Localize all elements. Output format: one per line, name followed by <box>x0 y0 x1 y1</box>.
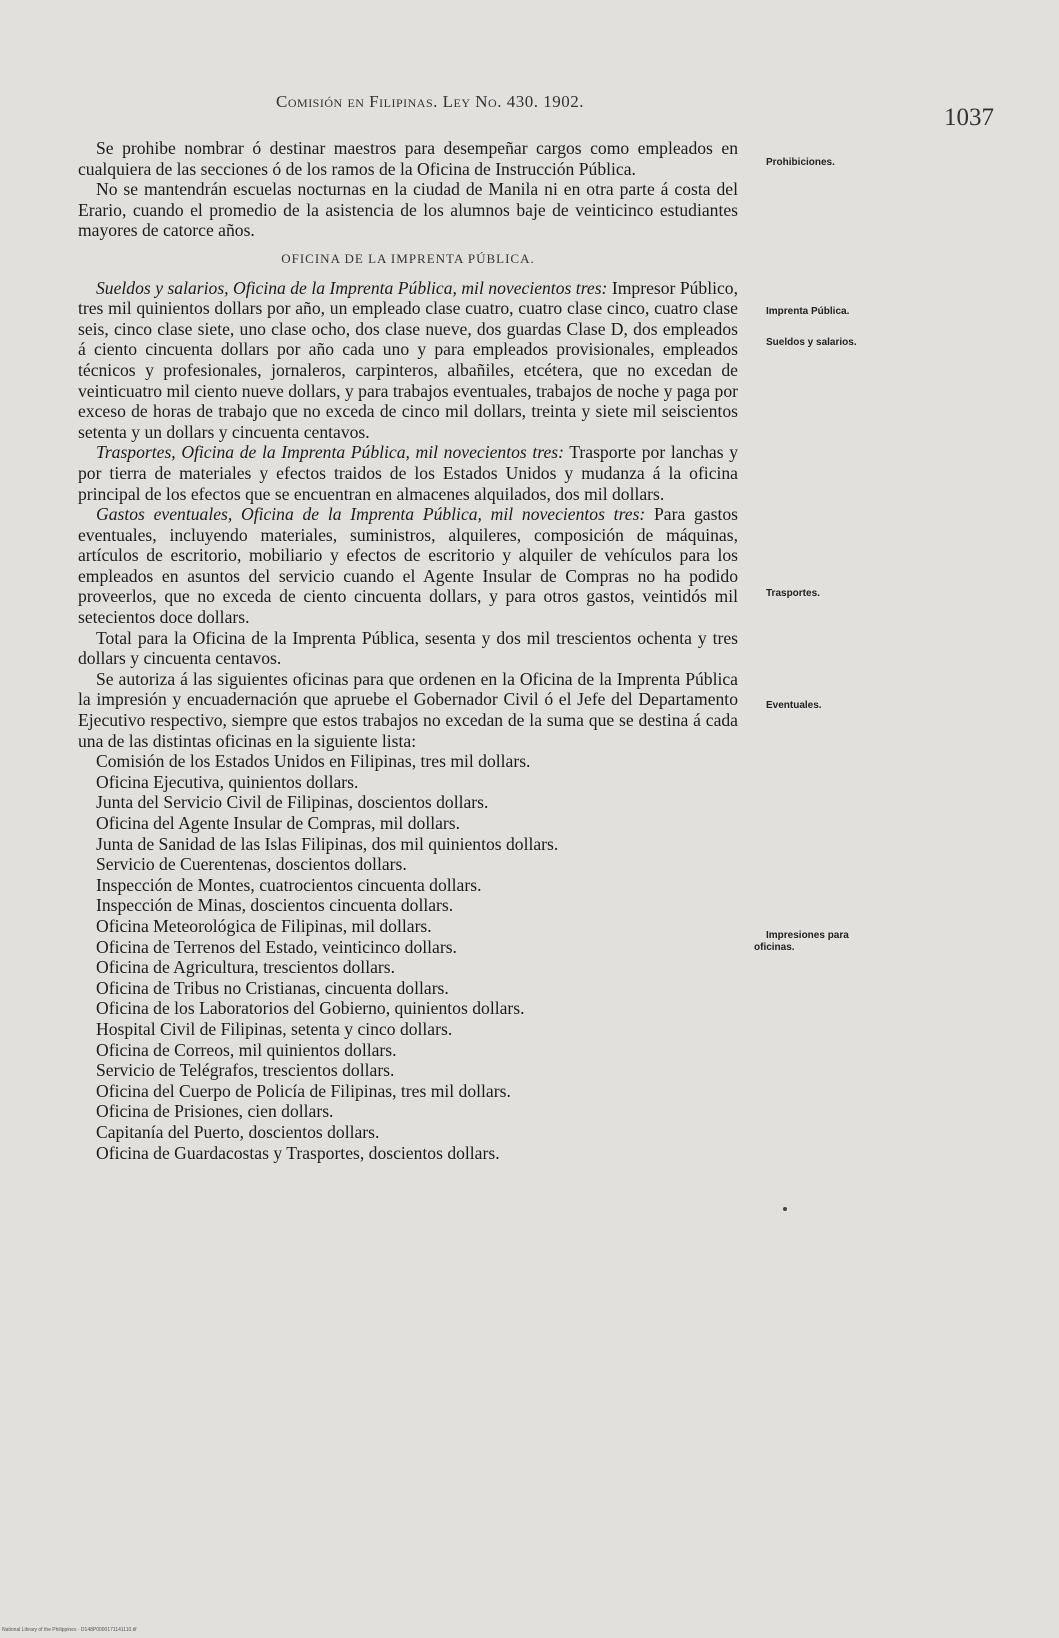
list-item: Oficina de Correos, mil quinientos dollars. <box>96 1039 397 1060</box>
list-item: Oficina de Terrenos del Estado, veinticinco dollars. <box>96 936 457 957</box>
list-item: Junta de Sanidad de las Islas Filipinas, dos mil quinientos dollars. <box>96 833 559 854</box>
list-item: Oficina de Prisiones, cien dollars. <box>96 1101 334 1122</box>
contingent-text: Para gastos eventuales, incluyendo materiales, suministros, alquileres, composición de máquinas, artículos de escritorio, mobiliario y efectos de escritorio y alquiler de vehículos para los empleados en asuntos del servicio cuando el Agente Insular de Compras no ha podido proveerlos, que no exceda de ciento cincuenta dollars, y para otros gastos, veintidós mil setecientos doce dollars. <box>78 504 738 628</box>
transport-heading: Trasportes, Oficina de la Imprenta Pública, mil novecientos tres: <box>96 442 564 463</box>
list-item: Inspección de Montes, cuatrocientos cincuenta dollars. <box>96 874 482 895</box>
paragraph-total: Total para la Oficina de la Imprenta Pública, sesenta y dos mil trescientos ochenta y tres dollars y cincuenta centavos. <box>78 627 738 669</box>
list-item: Oficina de los Laboratorios del Gobierno, quinientos dollars. <box>96 998 525 1019</box>
scan-footer: National Library of the Philippines · D148P0000171141110.tif <box>2 1627 137 1633</box>
body-text <box>78 138 738 1163</box>
paragraph-contingent <box>78 504 738 628</box>
transport-text: Trasporte por lanchas y por tierra de materiales y efectos traidos de los Estados Unidos y mudanza á la oficina principal de los efectos que se encuentran en almacenes alquilados, dos mil dollars. <box>78 442 739 504</box>
paragraph-night-schools: No se mantendrán escuelas nocturnas en la ciudad de Manila ni en otra parte á costa del Erario, cuando el promedio de la asistencia de los alumnos baje de veinticinco estudiantes mayores de catorce años. <box>78 179 738 241</box>
running-header: Comisión en Filipinas. Ley No. 430. 1902. <box>276 92 584 111</box>
list-item: Servicio de Telégrafos, trescientos dollars. <box>96 1060 395 1081</box>
list-item: Oficina Meteorológica de Filipinas, mil dollars. <box>96 915 432 936</box>
list-item: Hospital Civil de Filipinas, setenta y cinco dollars. <box>96 1018 453 1039</box>
list-item: Junta del Servicio Civil de Filipinas, doscientos dollars. <box>96 792 489 813</box>
paragraph-salaries <box>78 278 738 443</box>
ink-dot <box>783 1207 787 1211</box>
list-item: Oficina del Cuerpo de Policía de Filipinas, tres mil dollars. <box>96 1080 511 1101</box>
list-item: Oficina de Agricultura, trescientos dollars. <box>96 957 395 978</box>
salaries-heading: Sueldos y salarios, Oficina de la Imprenta Pública, mil novecientos tres: <box>96 277 608 298</box>
margin-note-prohibiciones: Prohibiciones. <box>766 157 835 168</box>
salaries-text: Impresor Público, tres mil quinientos dollars por año, un empleado clase cuatro, cuatro clase cinco, cuatro clase seis, cinco clase siete, uno clase ocho, dos clase nueve, dos guardas Clase D, dos empleados á ciento cincuenta dollars por año cada uno y para empleados provisionales, empleados técnicos y profesionales, jornaleros, carpinteros, albañiles, etcétera, que no excedan de veinticuatro mil ciento nueve dollars, y para trabajos eventuales, trabajos de noche y paga por exceso de horas de trabajo que no exceda de cinco mil dollars, treinta y siete mil seiscientos setenta y un dollars y cincuenta centavos. <box>78 277 738 442</box>
paragraph-transport <box>78 442 738 504</box>
list-item: Oficina de Guardacostas y Trasportes, doscientos dollars. <box>96 1142 500 1163</box>
margin-note-impresiones: Impresiones para <box>766 930 849 941</box>
page-number: 1037 <box>944 104 994 131</box>
margin-note-eventuales: Eventuales. <box>766 700 822 711</box>
list-item: Capitanía del Puerto, doscientos dollars. <box>96 1121 380 1142</box>
margin-note-trasportes: Trasportes. <box>766 588 820 599</box>
paragraph-authorization: Se autoriza á las siguientes oficinas para que ordenen en la Oficina de la Imprenta Pública la impresión y encuadernación que apruebe el Gobernador Civil ó el Jefe del Departamento Ejecutivo respectivo, siempre que estos trabajos no excedan de la suma que se destina á cada una de las distintas oficinas en la siguiente lista: <box>78 668 738 751</box>
section-title: OFICINA DE LA IMPRENTA PÚBLICA. <box>281 250 535 266</box>
list-item: Oficina de Tribus no Cristianas, cincuenta dollars. <box>96 977 449 998</box>
paragraph-prohibition: Se prohibe nombrar ó destinar maestros para desempeñar cargos como empleados en cualquiera de las secciones ó de los ramos de la Oficina de Instrucción Pública. <box>78 138 738 179</box>
office-list <box>78 751 738 1163</box>
list-item: Oficina del Agente Insular de Compras, mil dollars. <box>96 813 461 833</box>
list-item: Oficina Ejecutiva, quinientos dollars. <box>96 771 359 792</box>
list-item: Inspección de Minas, doscientos cincuenta dollars. <box>96 895 454 916</box>
margin-note-impresiones-cont: oficinas. <box>754 942 795 953</box>
list-item: Servicio de Cuerentenas, doscientos dollars. <box>96 854 407 875</box>
margin-note-imprenta-publica: Imprenta Pública. <box>766 306 850 317</box>
contingent-heading: Gastos eventuales, Oficina de la Imprenta Pública, mil novecientos tres: <box>96 504 646 525</box>
list-item: Comisión de los Estados Unidos en Filipinas, tres mil dollars. <box>96 751 531 772</box>
margin-note-sueldos: Sueldos y salarios. <box>766 337 857 348</box>
